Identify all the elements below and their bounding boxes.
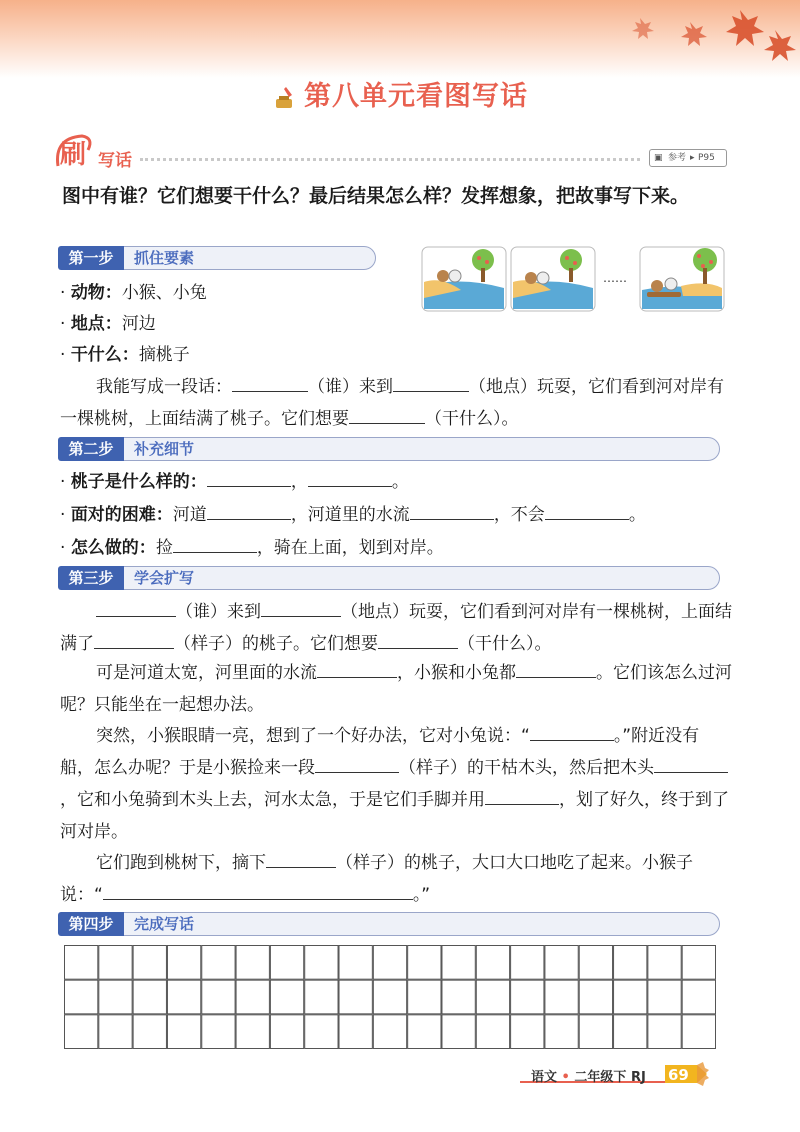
comic-strip	[421, 246, 725, 312]
animals-value: 小猴、小兔	[121, 283, 207, 303]
grid-cell[interactable]	[476, 980, 509, 1014]
blank-peach-2[interactable]	[308, 468, 392, 487]
text-span: 突然，小猴眼睛一亮，想到了一个好办法，它对小兔说：“	[96, 726, 530, 746]
grid-cell[interactable]	[339, 946, 372, 980]
grid-cell[interactable]	[236, 1015, 269, 1049]
step3-paragraph-1	[60, 596, 732, 660]
grid-cell[interactable]	[65, 980, 98, 1014]
writing-prompt: 图中有谁？它们想要干什么？最后结果怎么样？发挥想象，把故事写下来。	[62, 185, 690, 207]
section-header	[52, 132, 728, 172]
grid-cell[interactable]	[167, 946, 200, 980]
footer-edition: RJ	[630, 1070, 646, 1085]
grid-cell[interactable]	[476, 946, 509, 980]
blank-river-width[interactable]	[207, 501, 291, 520]
blank-place[interactable]	[261, 598, 341, 617]
detail-difficulty: · 面对的困难：河道 ，河道里的水流 ，不会 。	[60, 501, 646, 528]
grid-cell[interactable]	[99, 1015, 132, 1049]
grid-cell[interactable]	[579, 946, 612, 980]
difficulty-label: 面对的困难：	[70, 505, 173, 525]
element-place: · 地点：河边	[60, 314, 156, 334]
grid-cell[interactable]	[339, 980, 372, 1014]
blank-peach-appearance[interactable]	[266, 849, 336, 868]
step1-paragraph	[60, 371, 732, 435]
grid-cell[interactable]	[511, 1015, 544, 1049]
maple-leaves-decoration	[540, 0, 800, 80]
blank-who[interactable]	[96, 598, 176, 617]
grid-cell[interactable]	[614, 980, 647, 1014]
grid-cell[interactable]	[476, 1015, 509, 1049]
page-title	[0, 74, 800, 113]
page-number: 69	[668, 1066, 689, 1084]
section-name: 写话	[98, 151, 132, 171]
grid-cell[interactable]	[270, 946, 303, 980]
step2-tag: 第二步	[58, 437, 124, 461]
pen-inkpot-icon	[272, 85, 298, 111]
grid-cell[interactable]	[511, 980, 544, 1014]
text-span: 。	[391, 472, 409, 492]
grid-cell[interactable]	[408, 946, 441, 980]
grid-cell[interactable]	[648, 980, 681, 1014]
grid-cell[interactable]	[202, 1015, 235, 1049]
grid-cell[interactable]	[442, 980, 475, 1014]
grid-cell[interactable]	[270, 1015, 303, 1049]
comic-panel-3	[640, 247, 724, 311]
step4-tag: 第四步	[58, 912, 124, 936]
text-span: 。	[628, 505, 646, 525]
text-span: ，划了好久，终于到了河对岸。	[60, 790, 729, 842]
blank-wood-appearance[interactable]	[315, 754, 399, 773]
grid-cell[interactable]	[65, 946, 98, 980]
grid-cell[interactable]	[648, 1015, 681, 1049]
text-span: 可是河道太宽，河里面的水流	[96, 663, 317, 683]
blank-pick-up[interactable]	[173, 534, 257, 553]
grid-cell[interactable]	[579, 980, 612, 1014]
text-span: （样子）的桃子，大口大口地吃了起来。	[336, 853, 642, 873]
grid-cell[interactable]	[167, 980, 200, 1014]
step1-name: 抓住要素	[134, 249, 195, 267]
grid-cell[interactable]	[202, 980, 235, 1014]
step4-name: 完成写话	[134, 915, 195, 933]
blank-place[interactable]	[393, 373, 469, 392]
grid-cell[interactable]	[545, 946, 578, 980]
step3-paragraph-4	[60, 847, 732, 911]
blank-water-flow[interactable]	[410, 501, 494, 520]
text-span: 捡	[155, 538, 173, 558]
book-icon: ▣	[654, 153, 663, 163]
ref-page: P95	[698, 153, 715, 163]
grid-cell[interactable]	[373, 1015, 406, 1049]
action-label: 干什么：	[70, 345, 139, 365]
page-title-text: 第八单元看图写话	[304, 81, 528, 112]
detail-peach: · 桃子是什么样的： ， 。	[60, 468, 409, 495]
grid-cell[interactable]	[133, 1015, 166, 1049]
step2-name: 补充细节	[134, 440, 195, 458]
reference-page-tag	[649, 149, 727, 167]
grid-cell[interactable]	[65, 1015, 98, 1049]
blank-who[interactable]	[232, 373, 308, 392]
text-span: 它们跑到桃树下，摘下	[96, 853, 266, 873]
grid-cell[interactable]	[373, 946, 406, 980]
step4-header	[58, 912, 726, 936]
blank-appearance[interactable]	[94, 630, 174, 649]
text-span: （样子）的干枯木头，	[399, 758, 569, 778]
text-span: ，不会	[493, 505, 545, 525]
step3-paragraph-2	[60, 657, 732, 721]
place-value: 河边	[121, 314, 156, 334]
ref-text: 参考	[668, 153, 687, 163]
text-span: （地点）玩耍，它们看到	[469, 377, 656, 397]
text-span: 们该怎么过河呢？只能坐在一起想办法。	[60, 663, 732, 715]
step1-tag: 第一步	[58, 246, 124, 270]
peach-label: 桃子是什么样的：	[70, 472, 207, 492]
text-span: 河道	[172, 505, 207, 525]
grid-cell[interactable]	[305, 980, 338, 1014]
text-span: 树，上面结满了	[60, 602, 732, 654]
animals-label: 动物：	[70, 283, 122, 303]
grid-cell[interactable]	[305, 1015, 338, 1049]
blank-what[interactable]	[378, 630, 458, 649]
blank-idea[interactable]	[530, 722, 614, 741]
grid-cell[interactable]	[133, 946, 166, 980]
element-animals: · 动物：小猴、小兔	[60, 283, 207, 303]
grid-cell[interactable]	[373, 980, 406, 1014]
grid-cell[interactable]	[236, 980, 269, 1014]
dotted-divider	[140, 158, 640, 161]
comic-panel-2	[511, 247, 595, 311]
text-span: ，骑在上面，划到对岸。	[256, 538, 444, 558]
grid-cell[interactable]	[545, 980, 578, 1014]
detail-method: · 怎么做的：捡 ，骑在上面，划到对岸。	[60, 534, 444, 561]
footer-dot-icon: •	[557, 1070, 575, 1085]
text-span: （样子）的桃子。它们想要	[174, 634, 378, 654]
text-span: 。它	[596, 663, 630, 683]
page-number-badge	[663, 1061, 709, 1087]
blank-water-flow[interactable]	[317, 659, 397, 678]
text-span: 。”	[613, 726, 632, 746]
text-span: 河对岸有一棵桃树，上面结满了桃子。它们想要	[60, 377, 724, 429]
text-span: 然后把木头	[569, 758, 654, 778]
text-span: ，河道里的水流	[290, 505, 410, 525]
writing-grid[interactable]	[64, 945, 716, 1049]
grid-cell[interactable]	[682, 1015, 715, 1049]
text-span: （谁）来到	[308, 377, 393, 397]
grid-cell[interactable]	[202, 946, 235, 980]
shua-badge-icon	[52, 132, 96, 172]
blank-cannot[interactable]	[545, 501, 629, 520]
text-span: （干什么）。	[425, 409, 519, 429]
grid-cell[interactable]	[511, 946, 544, 980]
blank-what[interactable]	[349, 405, 425, 424]
text-span: 我能写成一段话：	[96, 377, 232, 397]
step3-name: 学会扩写	[134, 569, 195, 587]
footer-label	[531, 1066, 646, 1085]
step3-paragraph-3	[60, 720, 732, 848]
blank-monkey-says[interactable]	[103, 881, 413, 900]
blank-feeling[interactable]	[516, 659, 596, 678]
footer-grade: 二年级下	[574, 1070, 627, 1085]
text-span: 用	[468, 790, 485, 810]
text-span: （谁）来到	[176, 602, 261, 622]
grid-cell[interactable]	[442, 946, 475, 980]
footer-subject: 语文	[531, 1070, 558, 1085]
text-span: ，	[290, 472, 308, 492]
blank-peach-1[interactable]	[207, 468, 291, 487]
blank-rowing[interactable]	[485, 786, 559, 805]
play-arrow-icon: ▸	[690, 153, 695, 163]
text-span: 。”	[412, 885, 431, 905]
method-label: 怎么做的：	[70, 538, 156, 558]
grid-cell[interactable]	[614, 1015, 647, 1049]
grid-cell[interactable]	[167, 1015, 200, 1049]
grid-cell[interactable]	[682, 980, 715, 1014]
step3-header	[58, 566, 726, 590]
text-span: ，小猴和小兔都	[397, 663, 516, 683]
text-span: （干什么）。	[458, 634, 552, 654]
grid-cell[interactable]	[682, 946, 715, 980]
grid-cell[interactable]	[408, 980, 441, 1014]
place-label: 地点：	[70, 314, 122, 334]
grid-cell[interactable]	[305, 946, 338, 980]
grid-cell[interactable]	[339, 1015, 372, 1049]
action-value: 摘桃子	[138, 345, 190, 365]
step1-header	[58, 246, 376, 270]
grid-cell[interactable]	[99, 980, 132, 1014]
grid-cell[interactable]	[545, 1015, 578, 1049]
grid-cell[interactable]	[236, 946, 269, 980]
text-span: 小猴子说：“	[60, 853, 693, 905]
grid-cell[interactable]	[442, 1015, 475, 1049]
step3-tag: 第三步	[58, 566, 124, 590]
comic-panel-1	[422, 247, 506, 311]
grid-cell[interactable]	[614, 946, 647, 980]
text-span: （地点）玩耍，它们看到河对岸有一棵桃	[341, 602, 647, 622]
blank-wood-action[interactable]	[654, 754, 728, 773]
grid-cell[interactable]	[270, 980, 303, 1014]
grid-cell[interactable]	[408, 1015, 441, 1049]
text-span: ，它和小兔骑到木头上去，河水太急，于是它们手脚并	[60, 790, 468, 810]
section-badge-text: 刷	[60, 140, 87, 170]
grid-cell[interactable]	[648, 946, 681, 980]
element-action: · 干什么：摘桃子	[60, 345, 190, 365]
grid-cell[interactable]	[99, 946, 132, 980]
step2-header	[58, 437, 726, 461]
comic-ellipsis: ……	[603, 271, 627, 285]
text-span: 附近没有船，怎么办呢？于是小猴捡来一段	[60, 726, 700, 778]
grid-cell[interactable]	[579, 1015, 612, 1049]
grid-cell[interactable]	[133, 980, 166, 1014]
